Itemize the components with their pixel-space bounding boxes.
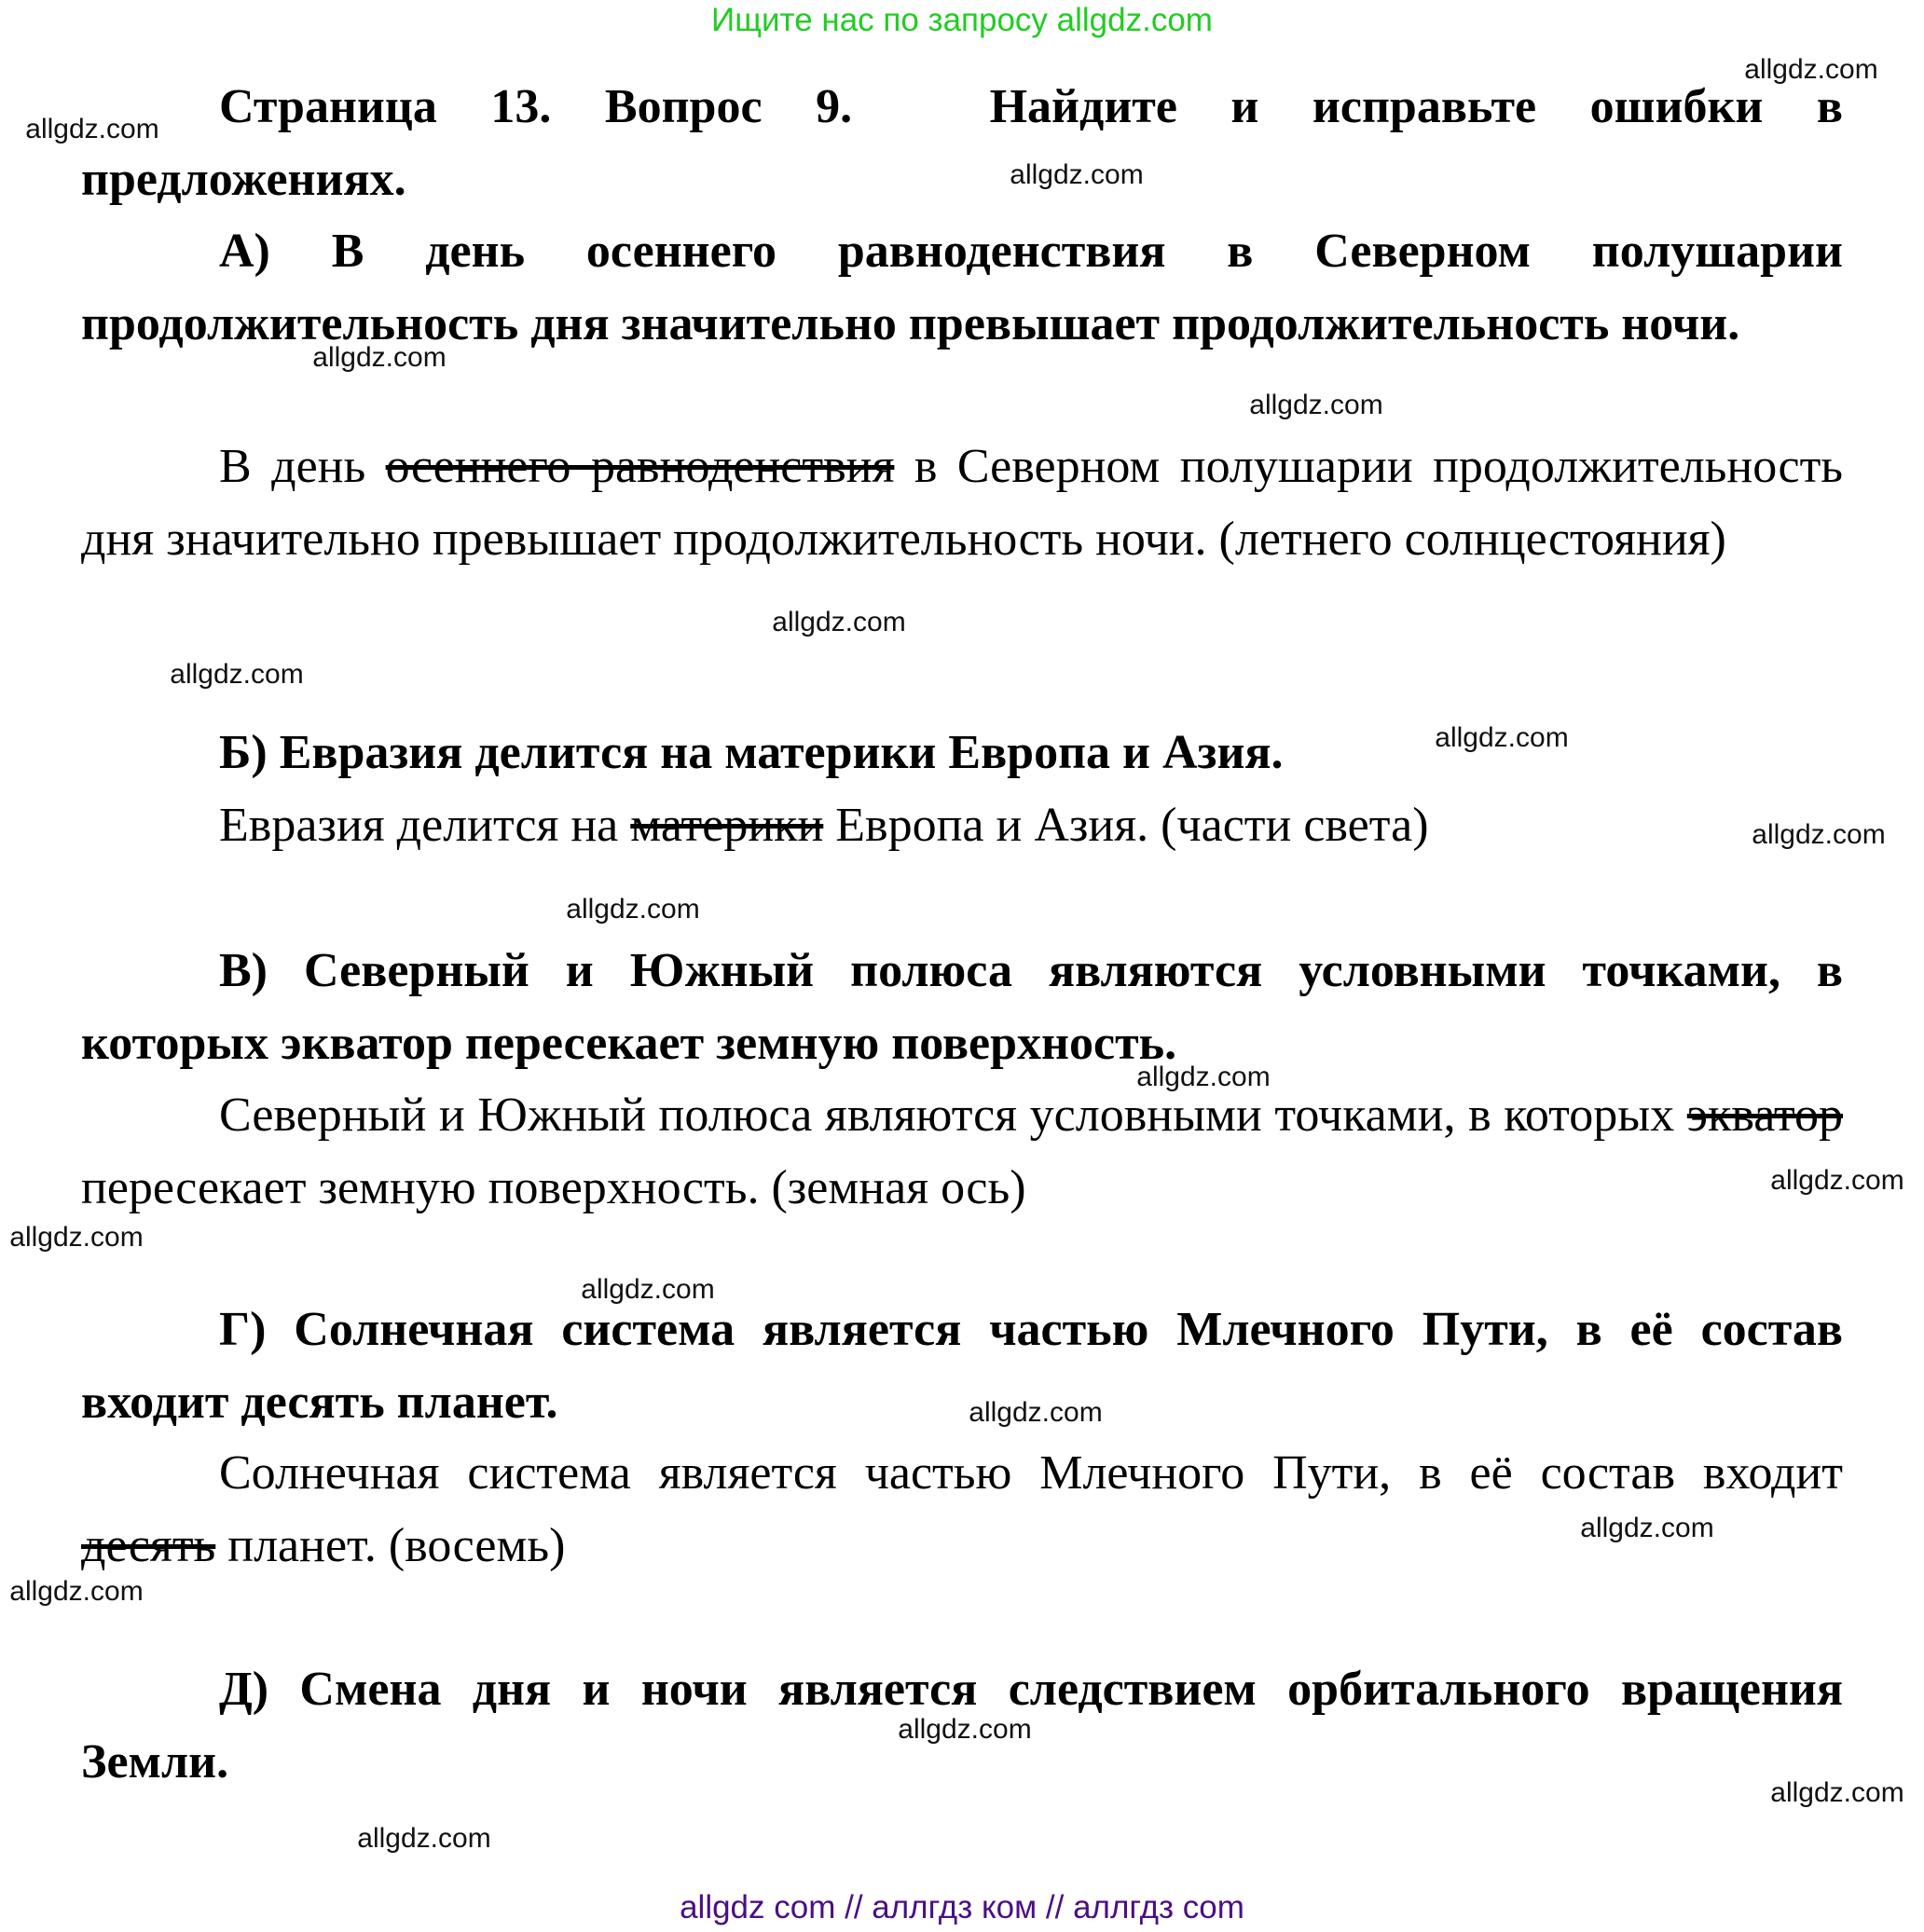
struck-text: осеннего равноденствия xyxy=(385,440,895,493)
watermark: allgdz.com xyxy=(772,607,906,637)
question-b: Б) Евразия делится на материки Европа и Азия. xyxy=(219,726,1284,779)
title-task: Найдите и исправьте ошибки в предложениях. xyxy=(81,80,1843,206)
watermark: allgdz.com xyxy=(357,1823,491,1854)
watermark: allgdz.com xyxy=(566,894,700,925)
watermark: allgdz.com xyxy=(1010,159,1144,190)
watermark: allgdz.com xyxy=(1580,1513,1714,1543)
watermark: allgdz.com xyxy=(1744,54,1878,85)
answer-v: Северный и Южный полюса являются условными точками, в которых экватор пересекает земную поверхность. (земная ось) xyxy=(81,1089,1843,1214)
watermark: allgdz.com xyxy=(25,114,159,144)
struck-text: материки xyxy=(630,799,824,852)
struck-text: десять xyxy=(81,1518,216,1572)
watermark: allgdz.com xyxy=(1435,722,1569,753)
question-a: А) В день осеннего равноденствия в Северном полушарии продолжительность дня значительно превышает продолжительность ночи. xyxy=(81,225,1843,350)
watermark: allgdz.com xyxy=(9,1222,144,1253)
question-g: Г) Солнечная система является частью Млечного Пути, в её состав входит десять планет. xyxy=(81,1303,1843,1429)
watermark: allgdz.com xyxy=(312,342,447,373)
question-d: Д) Смена дня и ночи является следствием орбитального вращения Земли. xyxy=(81,1663,1843,1788)
watermark: allgdz.com xyxy=(898,1714,1032,1745)
answer-g: Солнечная система является частью Млечного Пути, в её состав входит десять планет. (восемь) xyxy=(81,1446,1843,1572)
page-title xyxy=(81,71,1843,215)
watermark: allgdz.com xyxy=(1770,1777,1904,1808)
site-footer[interactable]: allgdz com // аллгдз ком // аллгдз com xyxy=(680,1889,1244,1925)
watermark: allgdz.com xyxy=(1770,1165,1904,1196)
watermark: allgdz.com xyxy=(1752,819,1886,850)
watermark: allgdz.com xyxy=(1136,1062,1271,1092)
answer-b: Евразия делится на материки Европа и Азия. (части света) xyxy=(219,799,1429,852)
watermark: allgdz.com xyxy=(1249,390,1383,420)
title-page-number: Страница 13. Вопрос 9. xyxy=(219,80,853,133)
watermark: allgdz.com xyxy=(581,1274,715,1305)
question-v: В) Северный и Южный полюса являются условными точками, в которых экватор пересекает земную поверхность. xyxy=(81,944,1843,1070)
struck-text: экватор xyxy=(1686,1089,1843,1142)
watermark: allgdz.com xyxy=(170,659,304,690)
site-banner[interactable]: Ищите нас по запросу allgdz.com xyxy=(711,2,1213,38)
answer-a: В день осеннего равноденствия в Северном полушарии продолжительность дня значительно превышает продолжительность ночи. (летнего солнцестояния) xyxy=(81,440,1844,566)
watermark: allgdz.com xyxy=(969,1397,1103,1428)
watermark: allgdz.com xyxy=(9,1576,144,1607)
